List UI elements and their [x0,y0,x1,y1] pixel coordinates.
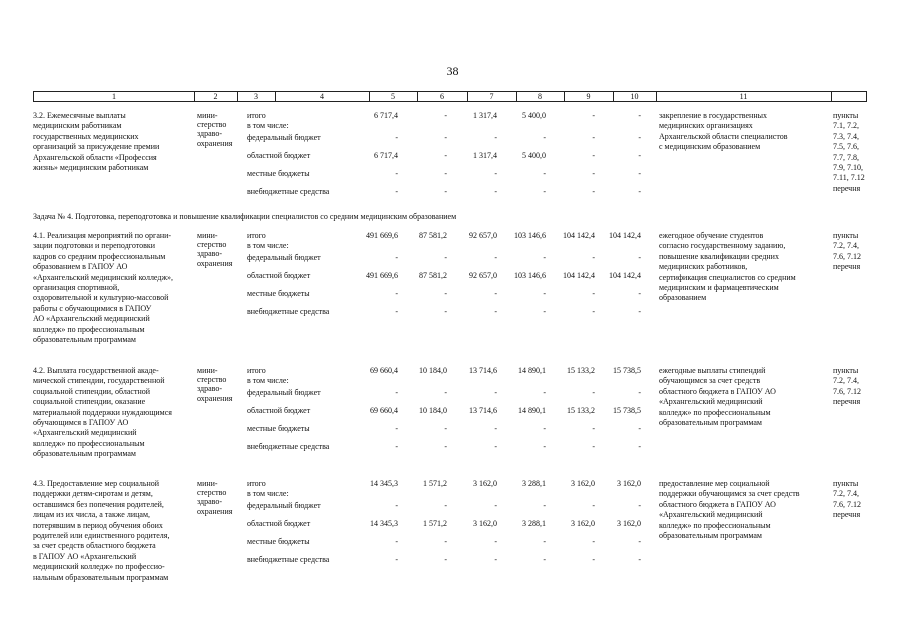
expected-result-line: областного бюджета в ГАПОУ АО [659,499,776,509]
column-header-11: 11 [739,92,748,101]
amount-cell-vneb: - [592,307,595,316]
list-points-line: перечня [833,397,861,407]
funding-source-label: областной бюджет [247,271,311,280]
amount-cell-mest: - [494,424,497,433]
amount-cell-itogo: 10 184,0 [419,366,447,375]
amount-cell-fed: - [494,133,497,142]
amount-cell-mest: - [543,289,546,298]
executor-line: охранения [197,506,233,516]
amount-cell-obl: 87 581,2 [419,271,447,280]
funding-source-label: итого [247,479,266,488]
amount-cell-obl: 69 660,4 [370,406,398,415]
measure-name-line: лицам из их числа, а также лицам, [33,510,151,520]
amount-cell-itogo: 1 571,2 [423,479,447,488]
measure-name-line: медицинским работникам [33,121,122,131]
amount-cell-obl: 92 657,0 [469,271,497,280]
amount-cell-mest: - [494,289,497,298]
funding-source-label: местные бюджеты [247,537,310,546]
amount-cell-vneb: - [543,307,546,316]
amount-cell-itogo: 13 714,6 [469,366,497,375]
table-header-row [33,91,867,102]
measure-name-line: медицинский колледж» по профессио- [33,562,165,572]
amount-cell-obl: 10 184,0 [419,406,447,415]
amount-cell-obl: 3 162,0 [473,519,497,528]
amount-cell-fed: - [395,253,398,262]
amount-cell-mest: - [444,537,447,546]
amount-cell-fed: - [395,388,398,397]
amount-cell-vneb: - [444,307,447,316]
task-4-heading: Задача № 4. Подготовка, переподготовка и повышение квалификации специалистов со средним медицинским образованием [33,212,457,221]
list-points-line: 7.6, 7.12 [833,251,861,261]
amount-cell-vneb: - [543,187,546,196]
measure-name-line: образовательным программам [33,335,136,344]
measure-name-line: в ГАПОУ АО «Архангельский [33,551,137,561]
amount-cell-mest: - [444,169,447,178]
executor-line: стерство [197,120,227,130]
amount-cell-fed: - [638,501,641,510]
amount-cell-itogo: - [592,111,595,120]
funding-source-label: внебюджетные средства [247,442,330,451]
amount-cell-fed: - [494,253,497,262]
list-points-line: пункты [833,479,859,488]
funding-source-label: итого [247,111,266,120]
list-points-line: 7.2, 7.4, [833,241,859,251]
expected-result-line: колледж» по профессиональным [659,407,771,417]
expected-result-line: ежегодное обучение студентов [659,231,764,240]
expected-result-line: медицинских работников, [659,262,748,272]
amount-cell-mest: - [638,289,641,298]
amount-cell-fed: - [638,388,641,397]
executor-line: здраво- [197,249,223,259]
amount-cell-vneb: - [444,187,447,196]
funding-source-label: местные бюджеты [247,289,310,298]
amount-cell-obl: 104 142,4 [609,271,641,280]
executor-line: стерство [197,240,227,250]
amount-cell-vneb: - [638,442,641,451]
measure-name-line: государственных медицинских [33,131,139,141]
amount-cell-mest: - [543,424,546,433]
amount-cell-obl: 491 669,6 [366,271,398,280]
amount-cell-mest: - [638,537,641,546]
amount-cell-mest: - [638,169,641,178]
amount-cell-fed: - [543,388,546,397]
measure-name-line: мической стипендии, государственной [33,376,165,386]
funding-source-label: в том числе: [247,489,289,498]
executor-line: мини- [197,366,218,375]
measure-name-line: 4.3. Предоставление мер социальной [33,479,160,488]
expected-result-line: образованием [659,293,707,303]
amount-cell-mest: - [444,424,447,433]
expected-result-line: образовательным программам [659,418,762,427]
amount-cell-vneb: - [592,555,595,564]
amount-cell-fed: - [444,253,447,262]
amount-cell-itogo: 104 142,4 [563,231,595,240]
funding-source-label: внебюджетные средства [247,555,330,564]
amount-cell-obl: 104 142,4 [563,271,595,280]
measure-name-line: «Архангельский медицинский колледж», [33,272,173,282]
amount-cell-mest: - [543,169,546,178]
measure-name-line: жизнь» медицинским работникам [33,163,149,172]
amount-cell-fed: - [543,253,546,262]
amount-cell-vneb: - [592,187,595,196]
measure-name-line: образованием в ГАПОУ АО [33,262,128,272]
funding-source-label: федеральный бюджет [247,501,321,510]
funding-source-label: федеральный бюджет [247,253,321,262]
amount-cell-itogo: - [638,111,641,120]
list-points-line: пункты [833,366,859,375]
amount-cell-mest: - [592,289,595,298]
measure-name-line: организация спортивной, [33,283,120,292]
executor-line: мини- [197,111,218,120]
amount-cell-obl: 5 400,0 [522,151,546,160]
amount-cell-fed: - [592,133,595,142]
header-divider [831,92,832,101]
amount-cell-vneb: - [444,442,447,451]
amount-cell-vneb: - [638,555,641,564]
list-points-line: 7.9, 7.10, [833,163,863,172]
list-points-line: пункты [833,231,859,240]
measure-name-line: социальной стипендии, областной [33,386,151,396]
amount-cell-mest: - [592,169,595,178]
expected-result-line: согласно государственному заданию, [659,241,786,251]
list-points-line: 7.1, 7.2, [833,121,859,131]
list-points-line: перечня [833,510,861,520]
amount-cell-vneb: - [543,555,546,564]
expected-result-line: с медицинским образованием [659,142,761,152]
amount-cell-itogo: 1 317,4 [473,111,497,120]
amount-cell-itogo: 104 142,4 [609,231,641,240]
measure-name-line: поддержки детям-сиротам и детям, [33,489,153,499]
expected-result-line: Архангельской области специалистов [659,131,788,141]
amount-cell-mest: - [395,537,398,546]
measure-name-line: за счет средств областного бюджета [33,541,156,551]
expected-result-line: сертификация специалистов со средним [659,272,796,282]
expected-result-line: поддержки обучающимся за счет средств [659,489,800,499]
amount-cell-fed: - [543,501,546,510]
amount-cell-obl: 6 717,4 [374,151,398,160]
amount-cell-fed: - [592,253,595,262]
column-header-1: 1 [112,92,116,101]
amount-cell-itogo: 3 162,0 [473,479,497,488]
amount-cell-vneb: - [494,555,497,564]
expected-result-line: закрепление в государственных [659,111,767,120]
funding-source-label: областной бюджет [247,519,311,528]
funding-source-label: итого [247,366,266,375]
amount-cell-mest: - [592,537,595,546]
measure-name-line: «Архангельский медицинский [33,428,137,438]
amount-cell-fed: - [494,388,497,397]
expected-result-line: повышение квалификации средних [659,251,779,261]
measure-name-line: обучающимся в ГАПОУ АО [33,418,129,427]
amount-cell-itogo: 5 400,0 [522,111,546,120]
expected-result-line: медицинским и фармацевтическим [659,283,779,292]
amount-cell-itogo: 69 660,4 [370,366,398,375]
funding-source-label: областной бюджет [247,151,311,160]
list-points-line: пункты [833,111,859,120]
measure-name-line: 4.1. Реализация мероприятий по органи- [33,231,172,240]
column-header-9: 9 [586,92,591,101]
list-points-line: 7.6, 7.12 [833,386,861,396]
amount-cell-itogo: 491 669,6 [366,231,398,240]
amount-cell-obl: 3 288,1 [522,519,546,528]
funding-source-label: местные бюджеты [247,169,310,178]
measure-name-line: Архангельской области «Профессия [33,152,157,162]
amount-cell-vneb: - [543,442,546,451]
expected-result-line: ежегодные выплаты стипендий [659,366,766,375]
expected-result-line: предоставление мер социальной [659,479,770,488]
amount-cell-obl: 3 162,0 [617,519,641,528]
amount-cell-fed: - [638,133,641,142]
measure-name-line: зации подготовки и переподготовки [33,241,156,251]
amount-cell-obl: 14 890,1 [518,406,546,415]
list-points-line: 7.3, 7.4, [833,131,859,141]
list-points-line: перечня [833,183,861,193]
expected-result-line: образовательным программам [659,531,762,540]
executor-line: мини- [197,479,218,488]
measure-name-line: потерявшим в период обучения обоих [33,520,163,530]
amount-cell-fed: - [494,501,497,510]
amount-cell-fed: - [395,501,398,510]
funding-source-label: в том числе: [247,121,289,130]
expected-result-line: «Архангельский медицинский [659,397,763,407]
executor-line: стерство [197,488,227,498]
amount-cell-mest: - [494,537,497,546]
column-header-4: 4 [320,92,324,101]
amount-cell-itogo: 3 288,1 [522,479,546,488]
funding-source-label: в том числе: [247,376,289,385]
amount-cell-mest: - [395,289,398,298]
amount-cell-obl: - [638,151,641,160]
column-header-2: 2 [213,92,218,101]
amount-cell-vneb: - [444,555,447,564]
measure-name-line: родителей или единственного родителя, [33,531,170,540]
expected-result-line: областного бюджета в ГАПОУ АО [659,386,776,396]
expected-result-line: колледж» по профессиональным [659,520,771,530]
amount-cell-fed: - [592,501,595,510]
page-number: 38 [446,64,459,78]
amount-cell-obl: 15 738,5 [613,406,641,415]
amount-cell-mest: - [543,537,546,546]
funding-source-label: внебюджетные средства [247,187,330,196]
amount-cell-vneb: - [638,187,641,196]
measure-name-line: колледж» по профессиональным [33,438,145,448]
executor-line: здраво- [197,384,223,394]
amount-cell-itogo: 14 345,3 [370,479,398,488]
amount-cell-vneb: - [494,442,497,451]
amount-cell-vneb: - [638,307,641,316]
measure-name-line: образовательным программам [33,449,136,459]
amount-cell-obl: 15 133,2 [567,406,595,415]
expected-result-line: обучающимся за счет средств [659,376,761,386]
amount-cell-obl: 14 345,3 [370,519,398,528]
amount-cell-fed: - [592,388,595,397]
measure-name-line: колледж» по профессиональным [33,324,145,334]
amount-cell-mest: - [395,169,398,178]
list-points-line: 7.7, 7.8, [833,152,859,162]
amount-cell-vneb: - [494,187,497,196]
amount-cell-itogo: 92 657,0 [469,231,497,240]
amount-cell-itogo: 103 146,6 [514,231,546,240]
list-points-line: 7.11, 7.12 [833,173,865,183]
amount-cell-obl: 3 162,0 [571,519,595,528]
column-header-6: 6 [440,92,444,101]
column-header-10: 10 [630,92,639,101]
measure-name-line: работы с обучающимися в ГАПОУ [33,303,152,313]
measure-name-line: материальной поддержки нуждающимся [33,407,172,417]
executor-line: охранения [197,258,233,268]
amount-cell-vneb: - [395,307,398,316]
list-points-line: 7.2, 7.4, [833,376,859,386]
executor-line: здраво- [197,497,223,507]
expected-result-line: медицинских организациях [659,121,753,131]
list-points-line: 7.5, 7.6, [833,142,859,152]
measure-name-line: оздоровительной и культурно-массовой [33,293,169,303]
funding-source-label: федеральный бюджет [247,388,321,397]
funding-source-label: внебюджетные средства [247,307,330,316]
amount-cell-fed: - [444,133,447,142]
column-header-8: 8 [538,92,542,101]
amount-cell-mest: - [395,424,398,433]
amount-cell-fed: - [444,501,447,510]
amount-cell-fed: - [444,388,447,397]
executor-line: охранения [197,138,233,148]
amount-cell-mest: - [592,424,595,433]
amount-cell-itogo: 6 717,4 [374,111,398,120]
amount-cell-obl: 13 714,6 [469,406,497,415]
funding-source-label: федеральный бюджет [247,133,321,142]
amount-cell-fed: - [395,133,398,142]
measure-name-line: организаций за присуждение премии [33,142,160,152]
column-header-5: 5 [391,92,395,101]
amount-cell-obl: - [592,151,595,160]
amount-cell-itogo: - [444,111,447,120]
amount-cell-obl: 103 146,6 [514,271,546,280]
measure-name-line: 4.2. Выплата государственной акаде- [33,366,159,375]
amount-cell-itogo: 3 162,0 [571,479,595,488]
list-points-line: 7.6, 7.12 [833,499,861,509]
measure-name-line: нальным образовательным программам [33,572,169,582]
amount-cell-itogo: 15 738,5 [613,366,641,375]
measure-name-line: социальной стипендии, оказание [33,397,146,407]
list-points-line: 7.2, 7.4, [833,489,859,499]
measure-name-line: 3.2. Ежемесячные выплаты [33,111,126,120]
amount-cell-obl: - [444,151,447,160]
amount-cell-mest: - [638,424,641,433]
amount-cell-itogo: 3 162,0 [617,479,641,488]
executor-line: мини- [197,231,218,240]
amount-cell-fed: - [543,133,546,142]
amount-cell-mest: - [494,169,497,178]
amount-cell-vneb: - [395,442,398,451]
executor-line: стерство [197,375,227,385]
measure-name-line: АО «Архангельский медицинский [33,314,150,324]
executor-line: здраво- [197,129,223,139]
amount-cell-obl: 1 571,2 [423,519,447,528]
amount-cell-mest: - [444,289,447,298]
amount-cell-vneb: - [395,187,398,196]
funding-source-label: областной бюджет [247,406,311,415]
funding-source-label: в том числе: [247,241,289,250]
amount-cell-itogo: 87 581,2 [419,231,447,240]
amount-cell-itogo: 14 890,1 [518,366,546,375]
amount-cell-vneb: - [592,442,595,451]
measure-name-line: оставшимся без попечения родителей, [33,499,164,509]
amount-cell-itogo: 15 133,2 [567,366,595,375]
column-header-3: 3 [254,92,258,101]
amount-cell-obl: 1 317,4 [473,151,497,160]
list-points-line: перечня [833,262,861,272]
amount-cell-fed: - [638,253,641,262]
amount-cell-vneb: - [395,555,398,564]
measure-name-line: кадров со средним профессиональным [33,251,166,261]
funding-source-label: итого [247,231,266,240]
amount-cell-vneb: - [494,307,497,316]
expected-result-line: «Архангельский медицинский [659,510,763,520]
funding-source-label: местные бюджеты [247,424,310,433]
column-header-7: 7 [489,92,494,101]
executor-line: охранения [197,393,233,403]
